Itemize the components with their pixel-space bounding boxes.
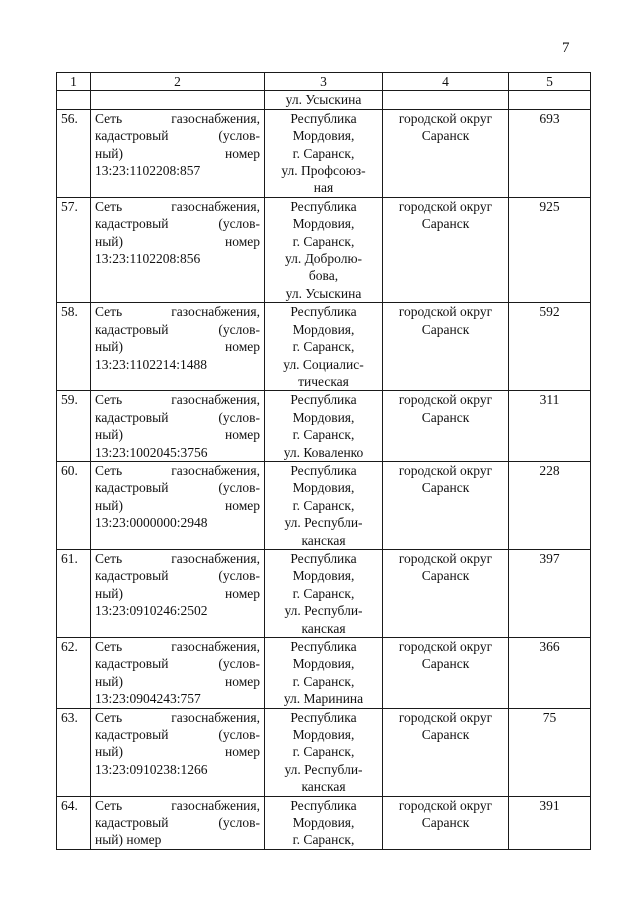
addr-line: г. Саранск,	[292, 427, 355, 443]
municipality-cell	[383, 461, 509, 549]
header-cell: 5	[509, 73, 591, 91]
addr-line: бова,	[308, 268, 339, 284]
muni-line: Саранск	[421, 480, 470, 496]
muni-line: городской округ	[398, 110, 493, 126]
address-cell	[265, 461, 383, 549]
table-row	[57, 303, 591, 391]
desc-line: 13:23:1102208:856	[95, 251, 201, 267]
desc-line: 13:23:0000000:2948	[95, 515, 208, 531]
muni-line: Саранск	[421, 216, 470, 232]
table-row	[57, 708, 591, 796]
addr-line: Мордовия,	[292, 815, 355, 831]
header-cell: 1	[57, 73, 91, 91]
desc-line: 13:23:1102208:857	[95, 163, 201, 179]
desc-line: 13:23:0904243:757	[95, 691, 201, 707]
desc-line: 13:23:0910246:2502	[95, 603, 208, 619]
page-number: 7	[562, 40, 570, 56]
desc-line: ный) номер	[95, 233, 260, 249]
description-cell	[91, 638, 265, 709]
municipality-cell	[383, 197, 509, 302]
length-cell: 366	[509, 638, 591, 709]
length-cell: 693	[509, 109, 591, 197]
muni-line: городской округ	[398, 550, 493, 566]
addr-line: Республика	[290, 304, 357, 320]
table-row	[57, 109, 591, 197]
desc-line: 13:23:1102214:1488	[95, 356, 208, 372]
muni-line: городской округ	[398, 797, 493, 813]
municipality-cell	[383, 796, 509, 849]
row-number-cell: 61.	[57, 549, 91, 637]
table-row	[57, 391, 591, 462]
row-number-cell: 56.	[57, 109, 91, 197]
desc-line: Сеть газоснабжения,	[95, 550, 260, 566]
addr-line: Мордовия,	[292, 128, 355, 144]
addr-line: г. Саранск,	[292, 145, 355, 161]
muni-line: городской округ	[398, 198, 493, 214]
addr-line: ул. Добролю-	[284, 251, 363, 267]
desc-line: кадастровый (услов-	[95, 656, 260, 672]
table-row	[57, 796, 591, 849]
desc-line: кадастровый (услов-	[95, 321, 260, 337]
table-row	[57, 197, 591, 302]
desc-line: ный) номер	[95, 427, 260, 443]
addr-line: ная	[313, 180, 334, 196]
description-cell	[91, 708, 265, 796]
address-cell	[265, 109, 383, 197]
row-number-cell: 59.	[57, 391, 91, 462]
desc-line: 13:23:0910238:1266	[95, 761, 208, 777]
table-row	[57, 549, 591, 637]
desc-line: Сеть газоснабжения,	[95, 797, 260, 813]
desc-line: кадастровый (услов-	[95, 409, 260, 425]
row-number-cell: 64.	[57, 796, 91, 849]
addr-line: Республика	[290, 797, 357, 813]
addr-line: Мордовия,	[292, 216, 355, 232]
table-row	[57, 638, 591, 709]
addr-line: Республика	[290, 198, 357, 214]
desc-line: Сеть газоснабжения,	[95, 639, 260, 654]
addr-line: Республика	[290, 392, 357, 408]
desc-line: ный) номер	[95, 497, 260, 513]
description-cell	[91, 461, 265, 549]
desc-line: ный) номер	[95, 673, 260, 689]
length-cell: 397	[509, 549, 591, 637]
description-cell	[91, 796, 265, 849]
addr-line: г. Саранск,	[292, 744, 355, 760]
addr-line: ул. Коваленко	[283, 444, 364, 460]
addr-line: г. Саранск,	[292, 497, 355, 513]
desc-line: кадастровый (услов-	[95, 216, 260, 232]
header-cell: 4	[383, 73, 509, 91]
description-cell	[91, 303, 265, 391]
addr-line: Мордовия,	[292, 409, 355, 425]
address-cell	[265, 708, 383, 796]
continuation-row	[57, 91, 591, 109]
addr-line: ул. Социалис-	[283, 356, 364, 372]
muni-line: Саранск	[421, 128, 470, 144]
addr-line: канская	[301, 532, 346, 548]
addr-line: Мордовия,	[292, 656, 355, 672]
municipality-cell	[383, 638, 509, 709]
municipality-cell	[383, 109, 509, 197]
municipality-cell	[383, 549, 509, 637]
addr-line: тическая	[298, 373, 349, 389]
muni-line: Саранск	[421, 321, 470, 337]
desc-line: ный) номер	[95, 145, 260, 161]
addr-line: ул. Маринина	[283, 691, 364, 707]
addr-line: Мордовия,	[292, 568, 355, 584]
desc-line: Сеть газоснабжения,	[95, 304, 260, 320]
municipality-cell	[383, 391, 509, 462]
table-row	[57, 461, 591, 549]
desc-line: кадастровый (услов-	[95, 815, 260, 831]
addr-line: Республика	[290, 550, 357, 566]
addr-line: Республика	[290, 709, 357, 725]
muni-line: городской округ	[398, 392, 493, 408]
length-cell: 228	[509, 461, 591, 549]
desc-line: ный) номер	[95, 832, 162, 848]
description-cell	[91, 197, 265, 302]
muni-line: городской округ	[398, 639, 493, 654]
addr-line: ул. Республи-	[284, 603, 363, 619]
gas-network-table	[56, 72, 591, 850]
muni-line: Саранск	[421, 815, 470, 831]
continued-address-cell: ул. Усыскина	[265, 91, 383, 109]
addr-line: Республика	[290, 462, 357, 478]
address-cell	[265, 391, 383, 462]
address-cell	[265, 549, 383, 637]
addr-line: г. Саранск,	[292, 339, 355, 355]
addr-line: канская	[301, 620, 346, 636]
desc-line: Сеть газоснабжения,	[95, 110, 260, 126]
address-cell	[265, 796, 383, 849]
desc-line: Сеть газоснабжения,	[95, 709, 260, 725]
muni-line: Саранск	[421, 727, 470, 743]
desc-line: кадастровый (услов-	[95, 480, 260, 496]
row-number-cell: 58.	[57, 303, 91, 391]
addr-line: канская	[301, 779, 346, 795]
header-cell: 3	[265, 73, 383, 91]
address-cell	[265, 303, 383, 391]
row-number-cell: 62.	[57, 638, 91, 709]
description-cell	[91, 109, 265, 197]
addr-line: Республика	[290, 110, 357, 126]
description-cell	[91, 549, 265, 637]
addr-line: Республика	[290, 639, 357, 654]
addr-line: Мордовия,	[292, 727, 355, 743]
description-cell	[91, 391, 265, 462]
header-cell: 2	[91, 73, 265, 91]
muni-line: городской округ	[398, 304, 493, 320]
municipality-cell	[383, 303, 509, 391]
addr-line: г. Саранск,	[292, 673, 355, 689]
desc-line: 13:23:1002045:3756	[95, 444, 208, 460]
desc-line: кадастровый (услов-	[95, 128, 260, 144]
desc-line: ный) номер	[95, 585, 260, 601]
length-cell: 391	[509, 796, 591, 849]
desc-line: Сеть газоснабжения,	[95, 392, 260, 408]
length-cell: 75	[509, 708, 591, 796]
addr-line: ул. Усыскина	[285, 285, 362, 301]
row-number-cell: 63.	[57, 708, 91, 796]
header-row	[57, 73, 591, 91]
length-cell: 925	[509, 197, 591, 302]
desc-line: ный) номер	[95, 339, 260, 355]
addr-line: г. Саранск,	[292, 832, 355, 848]
muni-line: Саранск	[421, 656, 470, 672]
row-number-cell: 60.	[57, 461, 91, 549]
addr-line: ул. Республи-	[284, 515, 363, 531]
addr-line: Мордовия,	[292, 480, 355, 496]
address-cell	[265, 197, 383, 302]
muni-line: Саранск	[421, 409, 470, 425]
muni-line: Саранск	[421, 568, 470, 584]
municipality-cell	[383, 708, 509, 796]
address-cell	[265, 638, 383, 709]
row-number-cell: 57.	[57, 197, 91, 302]
muni-line: городской округ	[398, 709, 493, 725]
addr-line: ул. Профсоюз-	[281, 163, 366, 179]
desc-line: Сеть газоснабжения,	[95, 462, 260, 478]
addr-line: Мордовия,	[292, 321, 355, 337]
addr-line: ул. Республи-	[284, 761, 363, 777]
length-cell: 592	[509, 303, 591, 391]
desc-line: Сеть газоснабжения,	[95, 198, 260, 214]
desc-line: кадастровый (услов-	[95, 727, 260, 743]
addr-line: г. Саранск,	[292, 233, 355, 249]
addr-line: г. Саранск,	[292, 585, 355, 601]
muni-line: городской округ	[398, 462, 493, 478]
desc-line: ный) номер	[95, 744, 260, 760]
length-cell: 311	[509, 391, 591, 462]
desc-line: кадастровый (услов-	[95, 568, 260, 584]
